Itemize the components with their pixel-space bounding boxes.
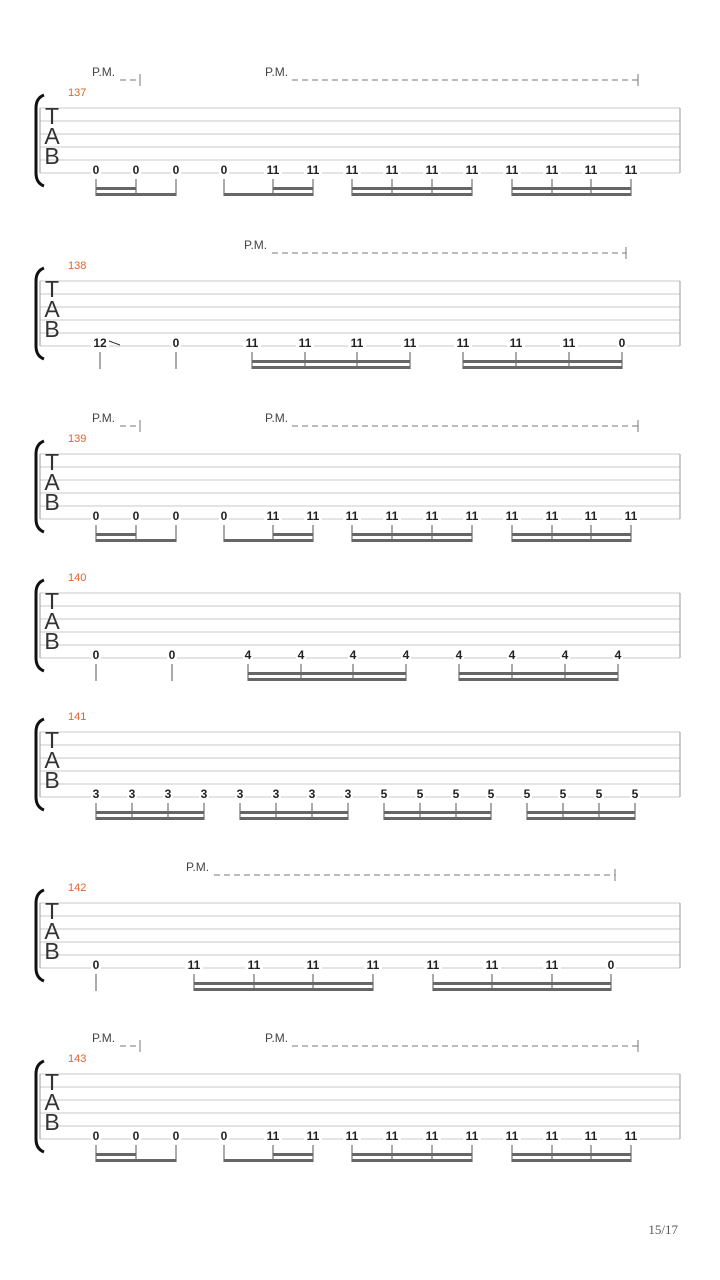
beam-primary	[459, 678, 618, 681]
beam-secondary	[433, 982, 611, 985]
fret-number: 4	[455, 648, 463, 662]
palm-mute-label: P.M.	[92, 411, 116, 425]
beam-secondary	[96, 1153, 136, 1156]
fret-number: 0	[220, 163, 228, 177]
fret-number: 0	[92, 1129, 100, 1143]
fret-number: 11	[624, 509, 638, 523]
fret-number: 4	[349, 648, 357, 662]
tab-clef-letter: T	[44, 727, 60, 753]
fret-number: 11	[266, 1129, 280, 1143]
fret-number: 0	[168, 648, 176, 662]
fret-number: 0	[132, 163, 140, 177]
fret-number: 11	[385, 1129, 399, 1143]
fret-number: 11	[584, 509, 598, 523]
slide-mark	[109, 341, 120, 345]
palm-mute-label: P.M.	[92, 1031, 116, 1045]
fret-number: 0	[220, 509, 228, 523]
fret-number: 0	[172, 336, 180, 350]
fret-number: 11	[505, 163, 519, 177]
tab-clef-letter: A	[44, 469, 60, 495]
fret-number: 11	[425, 509, 439, 523]
measure-number: 140	[68, 572, 87, 584]
fret-number: 11	[345, 163, 359, 177]
beam-primary	[248, 678, 406, 681]
palm-mute-label: P.M.	[265, 1031, 289, 1045]
tab-system	[36, 1031, 680, 1162]
beam-secondary	[352, 1153, 472, 1156]
measure-number: 138	[68, 260, 87, 272]
fret-number: 11	[385, 163, 399, 177]
fret-number: 11	[426, 958, 440, 972]
fret-number: 5	[380, 787, 388, 801]
fret-number: 0	[92, 163, 100, 177]
beam-secondary	[352, 533, 472, 536]
tab-clef-letter: T	[44, 276, 60, 302]
beam-primary	[463, 366, 622, 369]
beam-primary	[240, 817, 348, 820]
fret-number: 11	[345, 1129, 359, 1143]
beam-secondary	[459, 672, 618, 675]
beam-secondary	[273, 533, 313, 536]
fret-number: 11	[266, 163, 280, 177]
fret-number: 11	[584, 163, 598, 177]
fret-number: 0	[220, 1129, 228, 1143]
beam-primary	[352, 539, 472, 542]
palm-mute-label: P.M.	[92, 65, 116, 79]
beam-primary	[96, 539, 176, 542]
beam-primary	[512, 193, 631, 196]
fret-number: 11	[306, 1129, 320, 1143]
tab-clef-letter: A	[44, 747, 60, 773]
tab-clef-letter: B	[44, 143, 60, 169]
measure-number: 137	[68, 87, 87, 99]
fret-number: 11	[366, 958, 380, 972]
fret-number: 11	[306, 163, 320, 177]
fret-number: 4	[614, 648, 622, 662]
fret-number: 11	[624, 163, 638, 177]
fret-number: 11	[509, 336, 523, 350]
beam-secondary	[512, 1153, 631, 1156]
tab-clef-letter: T	[44, 449, 60, 475]
beam-primary	[224, 193, 313, 196]
tab-clef-letter: B	[44, 628, 60, 654]
fret-number: 3	[236, 787, 244, 801]
tab-clef-letter: A	[44, 918, 60, 944]
beam-secondary	[248, 672, 406, 675]
palm-mute-label: P.M.	[244, 238, 268, 252]
beam-primary	[96, 1159, 176, 1162]
tab-clef-letter: T	[44, 1069, 60, 1095]
beam-primary	[512, 539, 631, 542]
beam-primary	[96, 193, 176, 196]
tab-clef-letter: T	[44, 898, 60, 924]
measure-number: 142	[68, 882, 87, 894]
palm-mute-label: P.M.	[265, 65, 289, 79]
tab-system	[36, 860, 680, 991]
tab-system	[36, 711, 680, 820]
beam-secondary	[240, 811, 348, 814]
tab-clef-letter: B	[44, 316, 60, 342]
fret-number: 11	[465, 1129, 479, 1143]
fret-number: 4	[402, 648, 410, 662]
fret-number: 11	[345, 509, 359, 523]
beam-secondary	[527, 811, 635, 814]
page-number: 15/17	[648, 1222, 678, 1237]
fret-number: 11	[545, 1129, 559, 1143]
beam-primary	[252, 366, 410, 369]
tab-system	[36, 238, 680, 369]
fret-number: 5	[523, 787, 531, 801]
fret-number: 11	[425, 1129, 439, 1143]
measure-number: 141	[68, 711, 87, 723]
palm-mute-label: P.M.	[265, 411, 289, 425]
fret-number: 0	[92, 958, 100, 972]
beam-primary	[433, 988, 611, 991]
fret-number: 11	[385, 509, 399, 523]
beam-secondary	[384, 811, 491, 814]
tab-clef-letter: B	[44, 767, 60, 793]
beam-secondary	[512, 533, 631, 536]
tab-clef-letter: A	[44, 296, 60, 322]
fret-number: 4	[244, 648, 252, 662]
measure-number: 143	[68, 1053, 87, 1065]
fret-number: 0	[618, 336, 626, 350]
fret-number: 11	[298, 336, 312, 350]
beam-primary	[194, 988, 373, 991]
fret-number: 0	[92, 509, 100, 523]
fret-number: 3	[200, 787, 208, 801]
beam-primary	[352, 1159, 472, 1162]
beam-secondary	[252, 360, 410, 363]
fret-number: 11	[624, 1129, 638, 1143]
fret-number: 4	[508, 648, 516, 662]
fret-number: 5	[559, 787, 567, 801]
fret-number: 11	[306, 509, 320, 523]
fret-number: 11	[465, 509, 479, 523]
tab-clef-letter: B	[44, 1109, 60, 1135]
tab-clef-letter: T	[44, 103, 60, 129]
beam-secondary	[96, 533, 136, 536]
beam-secondary	[96, 811, 204, 814]
fret-number: 0	[132, 1129, 140, 1143]
beam-primary	[512, 1159, 631, 1162]
fret-number: 3	[308, 787, 316, 801]
beam-secondary	[512, 187, 631, 190]
fret-number: 0	[132, 509, 140, 523]
fret-number: 0	[172, 163, 180, 177]
fret-number: 3	[164, 787, 172, 801]
tab-clef-letter: B	[44, 938, 60, 964]
tab-clef-letter: A	[44, 123, 60, 149]
fret-number: 0	[172, 509, 180, 523]
fret-number: 11	[465, 163, 479, 177]
tab-system	[36, 411, 680, 542]
fret-number: 11	[245, 336, 259, 350]
tab-clef-letter: A	[44, 1089, 60, 1115]
tab-clef-letter: A	[44, 608, 60, 634]
beam-secondary	[273, 187, 313, 190]
fret-number: 4	[297, 648, 305, 662]
tab-system	[36, 572, 680, 681]
beam-secondary	[96, 187, 136, 190]
fret-number: 11	[562, 336, 576, 350]
beam-secondary	[273, 1153, 313, 1156]
palm-mute-label: P.M.	[186, 860, 210, 874]
fret-number: 11	[505, 509, 519, 523]
fret-number: 5	[595, 787, 603, 801]
beam-primary	[224, 1159, 313, 1162]
fret-number: 3	[344, 787, 352, 801]
tab-clef-letter: B	[44, 489, 60, 515]
fret-number: 4	[561, 648, 569, 662]
tab-system	[36, 65, 680, 196]
fret-number: 11	[425, 163, 439, 177]
fret-number: 5	[416, 787, 424, 801]
fret-number: 11	[485, 958, 499, 972]
fret-number: 5	[631, 787, 639, 801]
fret-number: 3	[272, 787, 280, 801]
fret-number: 11	[545, 509, 559, 523]
fret-number: 5	[487, 787, 495, 801]
beam-secondary	[463, 360, 622, 363]
fret-number: 11	[584, 1129, 598, 1143]
fret-number: 0	[92, 648, 100, 662]
fret-number: 5	[452, 787, 460, 801]
fret-number: 11	[350, 336, 364, 350]
beam-primary	[96, 817, 204, 820]
beam-primary	[384, 817, 491, 820]
fret-number: 11	[545, 958, 559, 972]
fret-number: 11	[456, 336, 470, 350]
fret-number: 11	[403, 336, 417, 350]
fret-number: 3	[92, 787, 100, 801]
fret-number: 11	[505, 1129, 519, 1143]
fret-number: 3	[128, 787, 136, 801]
beam-secondary	[352, 187, 472, 190]
fret-number: 11	[247, 958, 261, 972]
fret-number: 11	[266, 509, 280, 523]
fret-number: 0	[607, 958, 615, 972]
fret-number: 12	[93, 336, 107, 350]
measure-number: 139	[68, 433, 87, 445]
fret-number: 11	[306, 958, 320, 972]
beam-primary	[352, 193, 472, 196]
fret-number: 11	[545, 163, 559, 177]
beam-secondary	[194, 982, 373, 985]
fret-number: 11	[187, 958, 201, 972]
fret-number: 0	[172, 1129, 180, 1143]
beam-primary	[527, 817, 635, 820]
beam-primary	[224, 539, 313, 542]
tab-clef-letter: T	[44, 588, 60, 614]
